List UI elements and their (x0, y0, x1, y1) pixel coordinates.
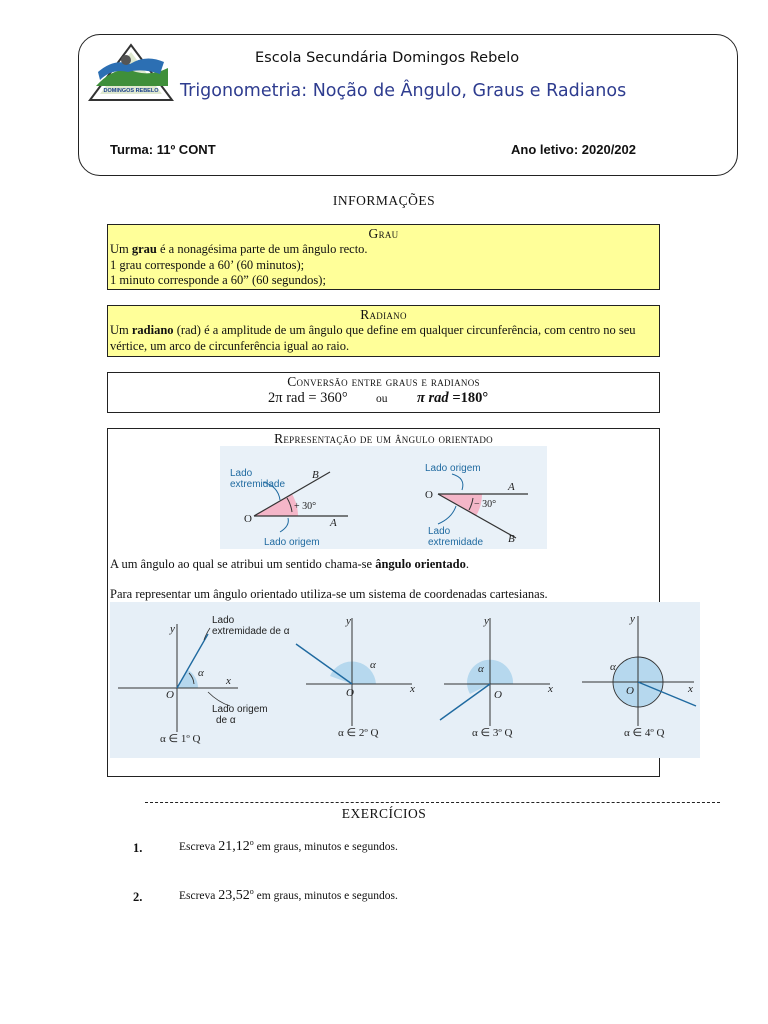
figure-background (220, 446, 547, 549)
q4-y-label: y (630, 613, 635, 625)
fig2-label-lado: Lado (428, 526, 451, 537)
q1-label-de-alpha: de α (216, 715, 236, 726)
q3-y-label: y (484, 615, 489, 627)
fig2-angle-label: − 30° (474, 499, 497, 510)
section-divider (145, 802, 720, 803)
fig1-angle-label: + 30° (294, 501, 317, 512)
fig2-label-origem: Lado origem (425, 463, 481, 474)
fig1-label-lado: Lado (230, 468, 253, 479)
grau-line-3: 1 minuto corresponde a 60” (60 segundos); (110, 273, 326, 287)
q2-y-label: y (346, 615, 351, 627)
q1-y-label: y (170, 623, 175, 635)
q1-x-label: x (226, 675, 231, 687)
q2-alpha: α (370, 659, 376, 671)
q1-alpha: α (198, 667, 204, 679)
conversao-box (107, 372, 660, 413)
oriented-angles-figure (220, 446, 547, 549)
grau-box (107, 224, 660, 290)
exercise-2-number: 2. (133, 890, 143, 904)
formula-pi: π rad =180° (417, 390, 489, 406)
fig2-vertex-o: O (425, 489, 433, 501)
radiano-box (107, 305, 660, 357)
section-title-exercicios: EXERCÍCIOS (341, 806, 427, 821)
school-name: Escola Secundária Domingos Rebelo (255, 50, 520, 66)
q4-caption: α ∈ 4º Q (624, 727, 665, 739)
q3-alpha: α (478, 663, 484, 675)
fig1-vertex-o: O (244, 513, 252, 525)
exercise-1-text: Escreva 21,12$^o$ em graus, minutos e segundos. (179, 838, 398, 854)
formula-degrees: 2π rad = 360° (268, 390, 348, 406)
q3-origin: O (494, 689, 502, 701)
logo-text: DOMINGOS REBELO (103, 88, 159, 94)
exercise-1-number: 1. (133, 841, 143, 855)
q1-caption: α ∈ 1º Q (160, 733, 201, 745)
q2-x-label: x (410, 683, 415, 695)
grau-title: Grau (368, 226, 399, 241)
q3-x-label: x (548, 683, 553, 695)
radiano-title: Radiano (360, 307, 407, 322)
fig1-label-extremidade: extremidade (230, 479, 286, 490)
q1-label-extremidade: extremidade de α (212, 626, 290, 637)
q1-origin: O (166, 689, 174, 701)
oriented-angle-definition: A um ângulo ao qual se atribui um sentido chama-se ângulo orientado. (110, 557, 469, 571)
q2-caption: α ∈ 2º Q (338, 727, 379, 739)
class-label: Turma: 11º CONT (110, 142, 216, 157)
radiano-text: Um radiano (rad) é a amplitude de um ângulo que define em qualquer circunferência, com centro no seu vértice, um arco de circunferência igual ao raio. (110, 323, 636, 353)
fig1-point-a: A (330, 517, 337, 529)
q4-origin: O (626, 685, 634, 697)
grau-line-2: 1 grau corresponde a 60’ (60 minutos); (110, 257, 305, 272)
fig1-point-b: B (312, 469, 319, 481)
fig2-point-b: B (508, 533, 515, 545)
fig2-point-a: A (508, 481, 515, 493)
q1-label-origem: Lado origem (212, 704, 268, 715)
fig2-label-extremidade: extremidade (428, 537, 484, 548)
q1-label-lado: Lado (212, 615, 235, 626)
school-year: Ano letivo: 2020/202 (511, 142, 636, 157)
q2-origin: O (346, 687, 354, 699)
section-title-informacoes: INFORMAÇÕES (332, 193, 436, 208)
school-logo (86, 42, 176, 104)
fig1-label-origem: Lado origem (264, 537, 320, 548)
grau-line-1: Um grau é a nonagésima parte de um ângulo recto. (110, 242, 368, 256)
formula-or: ou (376, 393, 388, 405)
representacao-title: Representação de um ângulo orientado (274, 431, 493, 446)
exercise-2-text: Escreva 23,52$^o$ em graus, minutos e segundos. (179, 887, 398, 903)
q4-x-label: x (688, 683, 693, 695)
q4-alpha: α (610, 661, 616, 673)
page-title: Trigonometria: Noção de Ângulo, Graus e Radianos (180, 81, 627, 101)
q3-caption: α ∈ 3º Q (472, 727, 513, 739)
conversao-title: Conversão entre graus e radianos (287, 374, 480, 389)
cartesian-coordinates-text: Para representar um ângulo orientado utiliza-se um sistema de coordenadas cartesianas. (110, 587, 548, 601)
quadrant-figure (110, 602, 700, 758)
